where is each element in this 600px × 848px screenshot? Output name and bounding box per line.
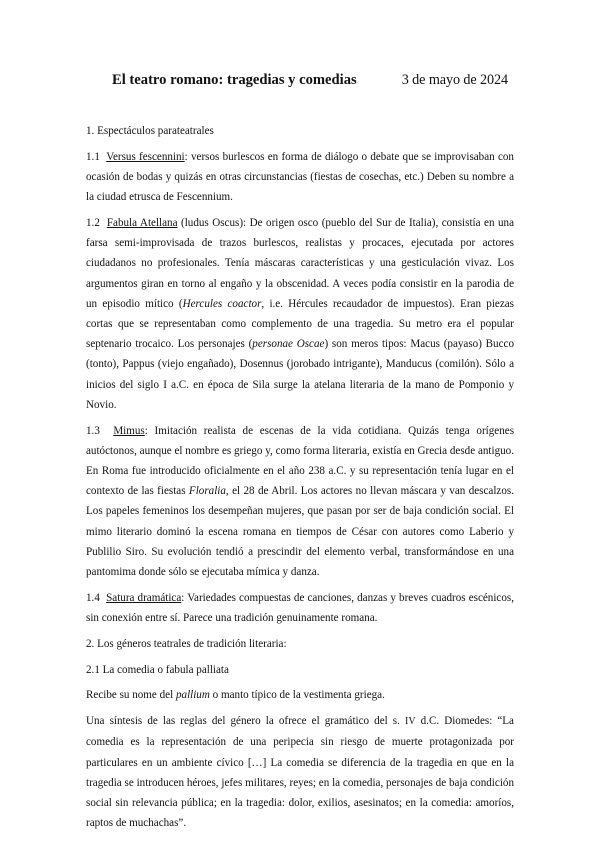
term-versus-fescennini: Versus fescennini <box>106 150 185 163</box>
paragraph-diomedes <box>86 711 514 833</box>
paragraph-number: 1.3 <box>86 424 100 437</box>
document-header <box>112 72 508 89</box>
italic-hercules-coactor: Hercules coactor <box>182 297 262 310</box>
paragraph-mimus <box>86 421 514 583</box>
paragraph-text: , i.e. Hércules recaudador de impuestos). Eran piezas cortas que se representaban como complemento de una tragedia. Su metro era el popular septenario trocaico. Los personajes ( <box>86 297 514 351</box>
paragraph-number: 1.2 <box>86 217 100 229</box>
paragraph-fabula-atellana <box>86 213 514 415</box>
paragraph-text: : versos burlescos en forma de diálogo o debate que se improvisaban con ocasión de bodas y quizás en otras circunstancias (fiestas de cosechas, etc.) Deben su nombre a la ciudad etrusca de Fescennium. <box>86 150 514 204</box>
paragraph-satura-dramatica <box>86 588 514 628</box>
term-mimus: Mimus <box>113 424 145 437</box>
roman-numeral-century: IV <box>404 716 416 728</box>
term-fabula-atellana: Fabula Atellana <box>106 217 178 229</box>
paragraph-pallium <box>86 685 514 705</box>
paragraph-text: d.C. Diomedes: “La comedia es la representación de una peripecia sin riesgo de muerte protagonizada por particulares en un ambiente cívico […] La comedia se diferencia de la tragedia en que en la tragedia se introducen héroes, jefes militares, reyes; en la comedia, personajes de baja condición social sin relevancia pública; en la tragedia: dolor, exilios, asesinatos; en la comedia: amoríos, raptos de muchachas”. <box>86 715 514 830</box>
document-date: 3 de mayo de 2024 <box>401 72 508 88</box>
paragraph-number: 1.1 <box>86 150 100 163</box>
paragraph-text: : Variedades compuestas de canciones, danzas y breves cuadros escénicos, sin conexión entre sí. Parece una tradición genuinamente romana. <box>86 591 514 625</box>
term-satura-dramatica: Satura dramática <box>106 591 182 604</box>
italic-personae-oscae: personae Oscae <box>252 338 325 351</box>
section-heading-1: 1. Espectáculos parateatrales <box>86 125 214 137</box>
paragraph-text: : Imitación realista de escenas de la vida cotidiana. Quizás tenga orígenes autóctonos, aunque el nombre es griego y, como forma literaria, existía en Grecia desde antiguo. En Roma fue introducido oficialmente en el año 238 a.C. y su representación tenía lugar en el contexto de las fiestas <box>86 424 515 498</box>
paragraph-text: o manto típico de la vestimenta griega. <box>209 689 385 702</box>
paragraph-text: Recibe su nome del <box>86 689 176 702</box>
paragraph-text: , el 28 de Abril. Los actores no llevan máscara y van descalzos. Los papeles femeninos los desempeñan mujeres, que pasan por ser de baja condición social. El mimo literario dominó la escena romana en tiempos de César con autores como Laberio y Publilio Siro. Su evolución tendió a prescindir del elemento verbal, transformándose en una pantomima donde sólo se ejecutaba mímica y danza. <box>86 485 514 579</box>
section-heading-2: 2. Los géneros teatrales de tradición literaria: <box>86 637 287 650</box>
subsection-heading-2-1: 2.1 La comedia o fabula palliata <box>86 663 229 676</box>
italic-pallium: pallium <box>175 689 210 702</box>
italic-floralia: Floralia <box>188 485 226 498</box>
paragraph-versus-fescennini <box>86 147 514 208</box>
paragraph-number: 1.4 <box>86 591 100 604</box>
paragraph-text: (ludus Oscus): De origen osco (pueblo del Sur de Italia), consistía en una farsa semi-improvisada de trazos burlescos, realistas y procaces, ejecutada por actores ciudadanos no profesionales. Tenía máscaras características y una gesticulación vivaz. Los argumentos giran en torno al engaño y la obscenidad. A veces podía consistir en la parodia de un episodio mítico ( <box>86 217 515 310</box>
paragraph-text: Una síntesis de las reglas del género la ofrece el gramático del s. <box>86 715 405 728</box>
document-body <box>86 121 514 839</box>
document-title: El teatro romano: tragedias y comedias <box>112 72 357 88</box>
paragraph-text: ) son meros tipos: Macus (payaso) Bucco (tonto), Pappus (viejo engañado), Dosennus (jorobado intrigante), Manducus (comilón). Sólo a inicios del siglo I a.C. en época de Sila surge la atelana literaria de la mano de Pomponio y Novio. <box>86 338 514 411</box>
